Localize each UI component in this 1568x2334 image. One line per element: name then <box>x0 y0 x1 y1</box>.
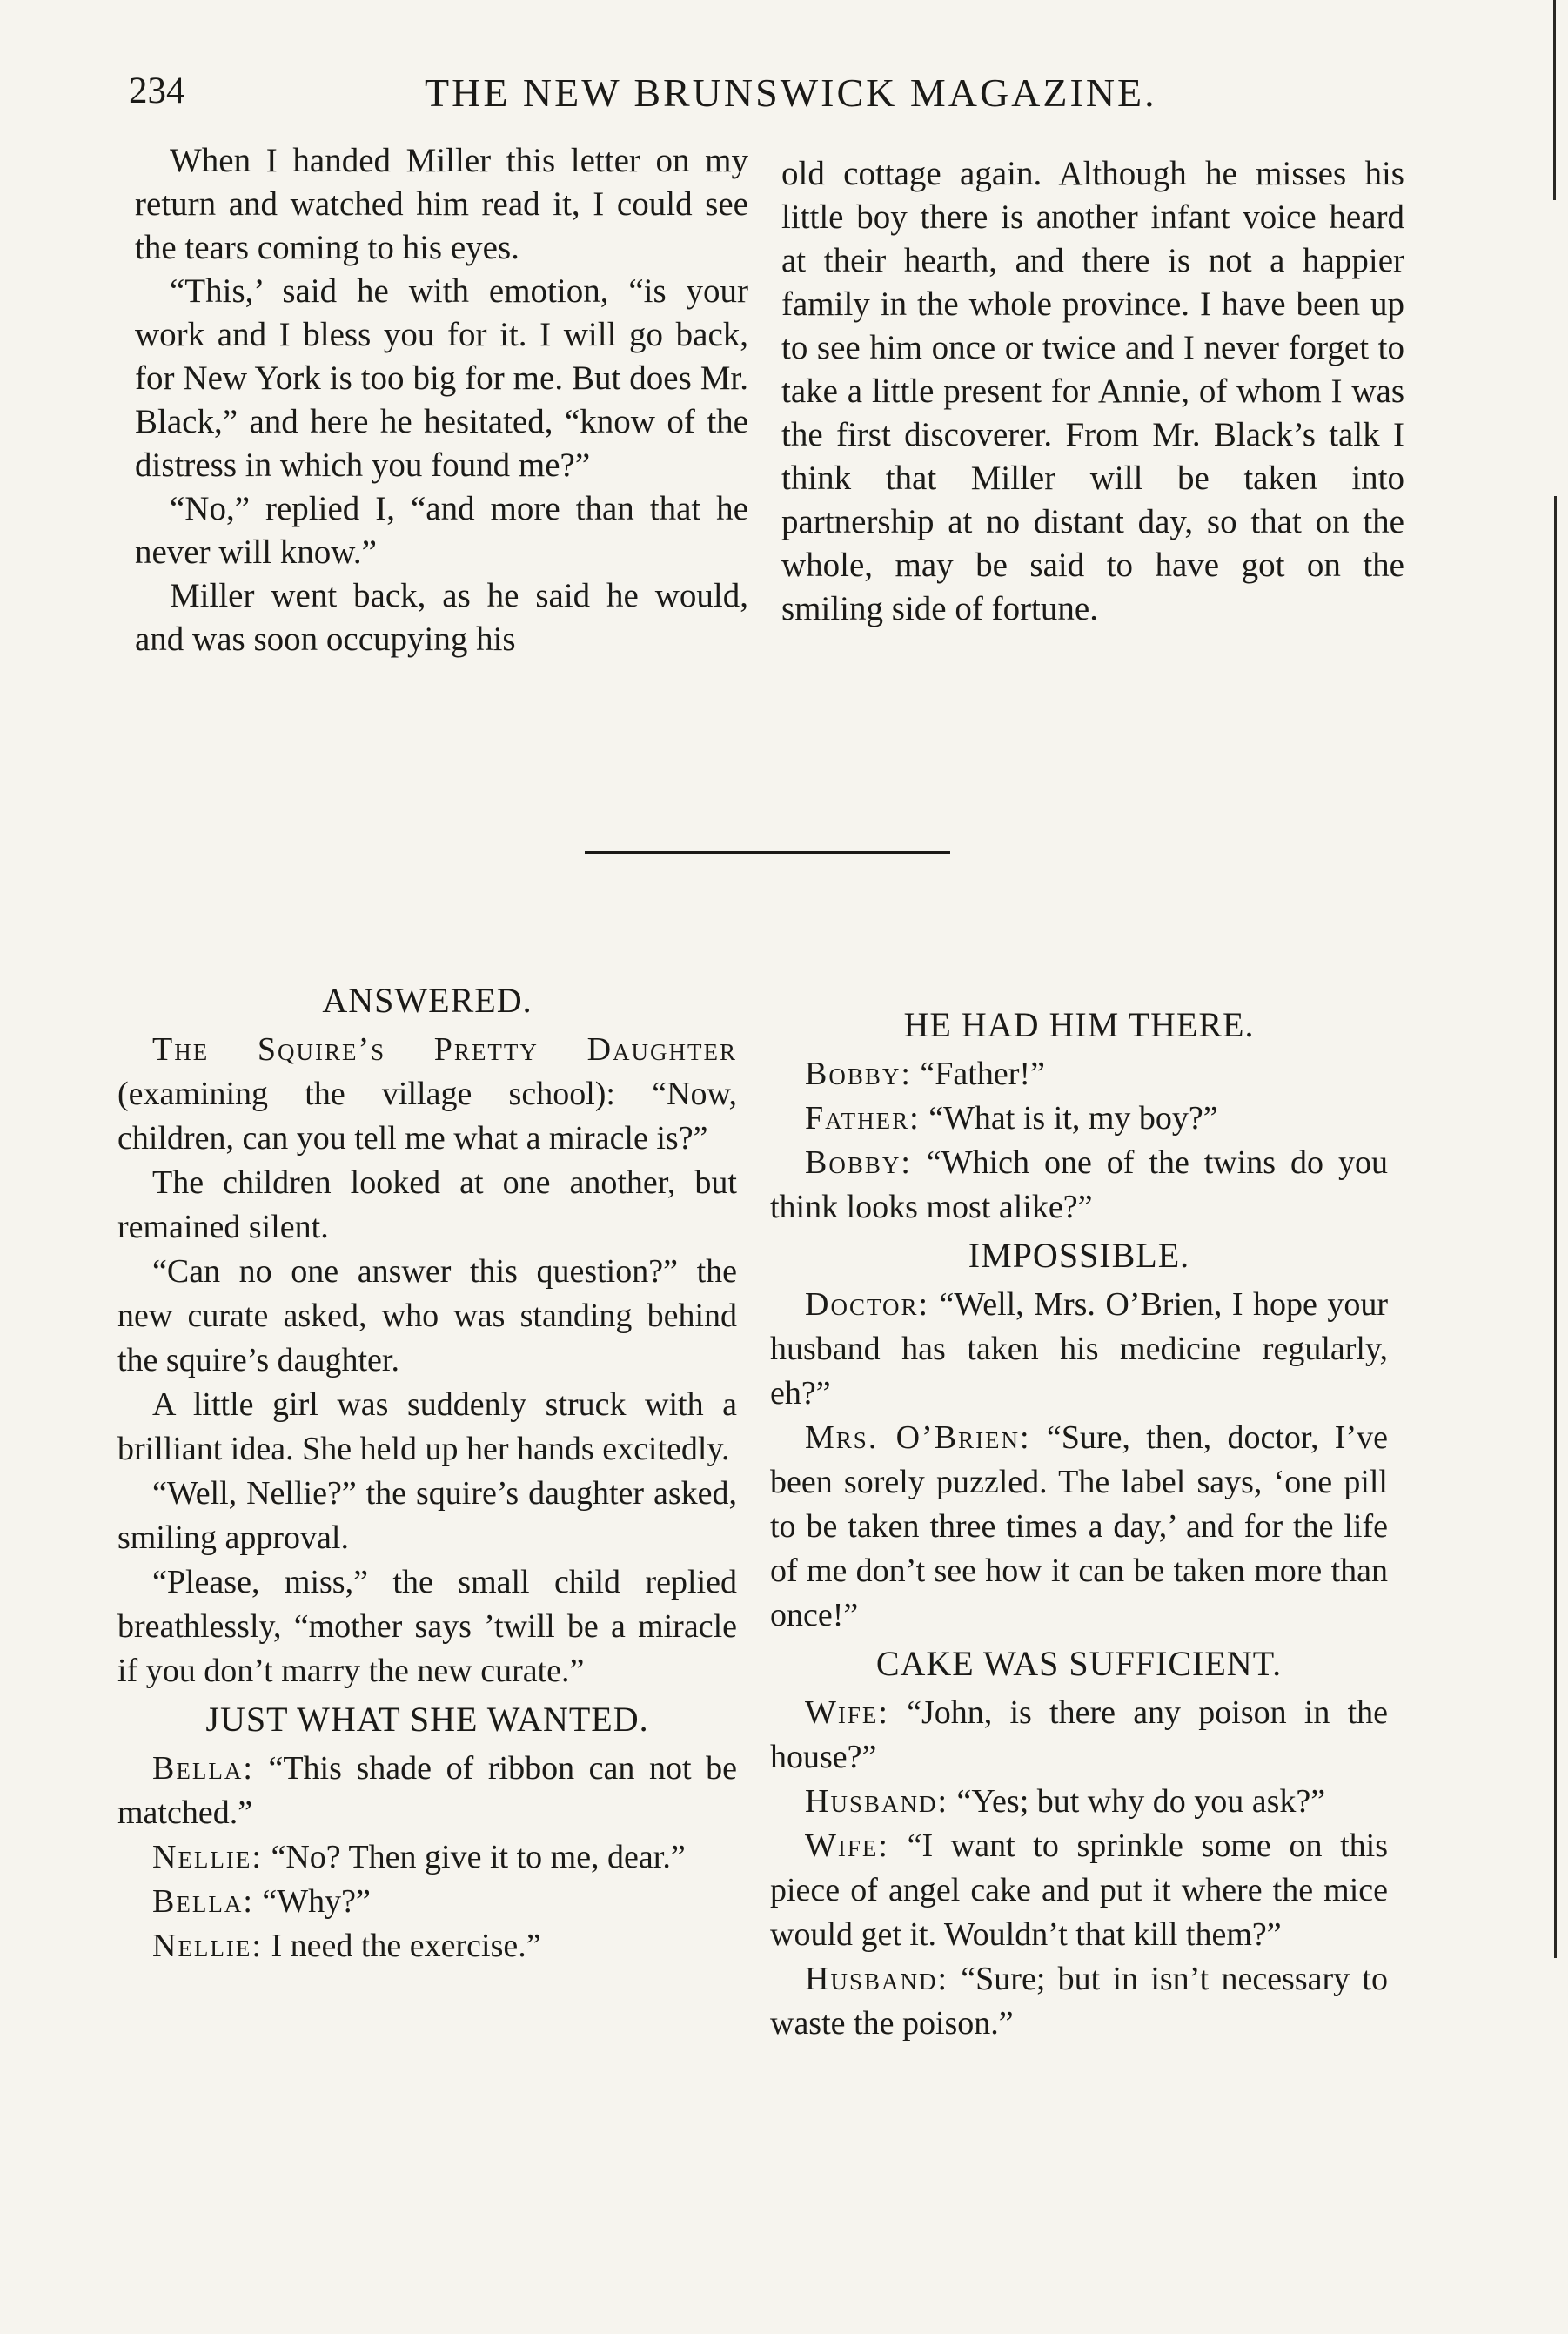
speaker-label: Bobby: <box>805 1056 912 1092</box>
dialogue-text: “I want to sprinkle some on this piece of angel cake and put it where the mice would get it. Wouldn’t that kill them?” <box>770 1828 1388 1953</box>
dialogue-text: “Which one of the twins do you think looks most alike?” <box>770 1144 1388 1225</box>
cake-title: CAKE WAS SUFFICIENT. <box>875 1644 1283 1683</box>
speaker-label: Bella: <box>152 1750 254 1787</box>
dialogue-text: “What is it, my boy?” <box>920 1100 1218 1137</box>
running-title: THE NEW BRUNSWICK MAGAZINE. <box>425 70 1157 115</box>
dialogue-line <box>117 1924 737 1968</box>
speaker-label: Bobby: <box>805 1144 912 1181</box>
story-paragraph: old cottage again. Although he misses his little boy there is another infant voice heard at their hearth, and there is not a happier family in the whole province. I have been up to see him once or twice and I never forget to take a little present for Annie, of whom I was the first discoverer. From Mr. Black’s talk I think that Miller will be taken into partnership at no distant day, so that on the whole, may be said to have got on the smiling side of fortune. <box>781 155 1404 627</box>
speaker-label: Nellie: <box>152 1839 263 1875</box>
answered-intro <box>117 1028 737 1161</box>
speaker-label: Bella: <box>152 1883 254 1920</box>
dialogue-line <box>770 1691 1388 1780</box>
dialogue-line <box>770 1824 1388 1957</box>
dialogue-line <box>117 1835 737 1880</box>
dialogue-line <box>770 1052 1388 1097</box>
speaker-label: Father: <box>805 1100 921 1137</box>
answered-intro-text: (examining the village school): “Now, children, can you tell me what a miracle is?” <box>117 1076 737 1157</box>
dialogue-line <box>770 1780 1388 1824</box>
story-paragraph: When I handed Miller this letter on my return and watched him read it, I could see the tears coming to his eyes. <box>135 142 748 266</box>
dialogue-line <box>770 1416 1388 1638</box>
speaker-label: Doctor: <box>805 1286 930 1323</box>
story-paragraph: “This,’ said he with emotion, “is your work and I bless you for it. I will go back, for New York is too big for me. But does Mr. Black,” and here he hesitated, “know of the distress in which you found me?” <box>135 272 748 484</box>
dialogue-line <box>117 1880 737 1924</box>
answered-title: ANSWERED. <box>322 981 533 1020</box>
dialogue-text: I need the exercise.” <box>262 1928 541 1964</box>
speaker-label: Wife: <box>805 1694 889 1731</box>
speaker-label: Nellie: <box>152 1928 263 1964</box>
page-edge-mark <box>1553 0 1556 200</box>
dialogue-text: “Why?” <box>253 1883 371 1920</box>
story-left-column <box>135 139 748 661</box>
dialogue-text: “No? Then give it to me, dear.” <box>262 1839 686 1875</box>
story-right-column <box>781 152 1404 631</box>
dialogue-text: “John, is there any poison in the house?” <box>770 1694 1388 1775</box>
jokes-left-column <box>117 975 737 1968</box>
dialogue-line <box>117 1747 737 1835</box>
answered-paragraph: “Please, miss,” the small child replied breathlessly, “mother says ’twill be a miracle if you don’t marry the new curate.” <box>117 1564 737 1689</box>
answered-paragraph: A little girl was suddenly struck with a brilliant idea. She held up her hands excitedly. <box>117 1386 737 1467</box>
dialogue-text: “Well, Mrs. O’Brien, I hope your husband has taken his medicine regularly, eh?” <box>770 1286 1388 1412</box>
dialogue-text: “Sure; but in isn’t necessary to waste the poison.” <box>770 1961 1388 2042</box>
dialogue-line <box>770 1957 1388 2046</box>
had-him-title: HE HAD HIM THERE. <box>903 1005 1255 1044</box>
dialogue-line <box>770 1097 1388 1141</box>
dialogue-line <box>770 1141 1388 1230</box>
speaker-label: Mrs. O’Brien: <box>805 1419 1031 1456</box>
speaker-label: Husband: <box>805 1783 949 1820</box>
speaker-label: Husband: <box>805 1961 949 1997</box>
dialogue-text: “Father!” <box>911 1056 1045 1092</box>
page-header <box>129 70 1408 131</box>
just-what-title: JUST WHAT SHE WANTED. <box>205 1700 649 1739</box>
story-paragraph: Miller went back, as he said he would, and was soon occupying his <box>135 577 748 658</box>
speaker-label: The Squire’s Pretty Daughter <box>152 1031 737 1068</box>
answered-paragraph: The children looked at one another, but remained silent. <box>117 1164 737 1245</box>
story-paragraph: “No,” replied I, “and more than that he never will know.” <box>135 490 748 571</box>
impossible-title: IMPOSSIBLE. <box>968 1236 1190 1275</box>
page-number: 234 <box>129 70 185 111</box>
answered-paragraph: “Can no one answer this question?” the new curate asked, who was standing behind the squire’s daughter. <box>117 1253 737 1378</box>
page-edge-mark <box>1554 496 1557 1958</box>
dialogue-text: “Sure, then, doctor, I’ve been sorely puzzled. The label says, ‘one pill to be taken three times a day,’ and for the life of me don’t see how it can be taken more than once!” <box>770 1419 1388 1633</box>
answered-paragraph: “Well, Nellie?” the squire’s daughter asked, smiling approval. <box>117 1475 737 1556</box>
section-divider <box>585 851 950 854</box>
dialogue-text: “This shade of ribbon can not be matched.” <box>117 1750 737 1831</box>
dialogue-line <box>770 1283 1388 1416</box>
jokes-right-column <box>770 999 1388 2046</box>
speaker-label: Wife: <box>805 1828 889 1864</box>
dialogue-text: “Yes; but why do you ask?” <box>948 1783 1326 1820</box>
